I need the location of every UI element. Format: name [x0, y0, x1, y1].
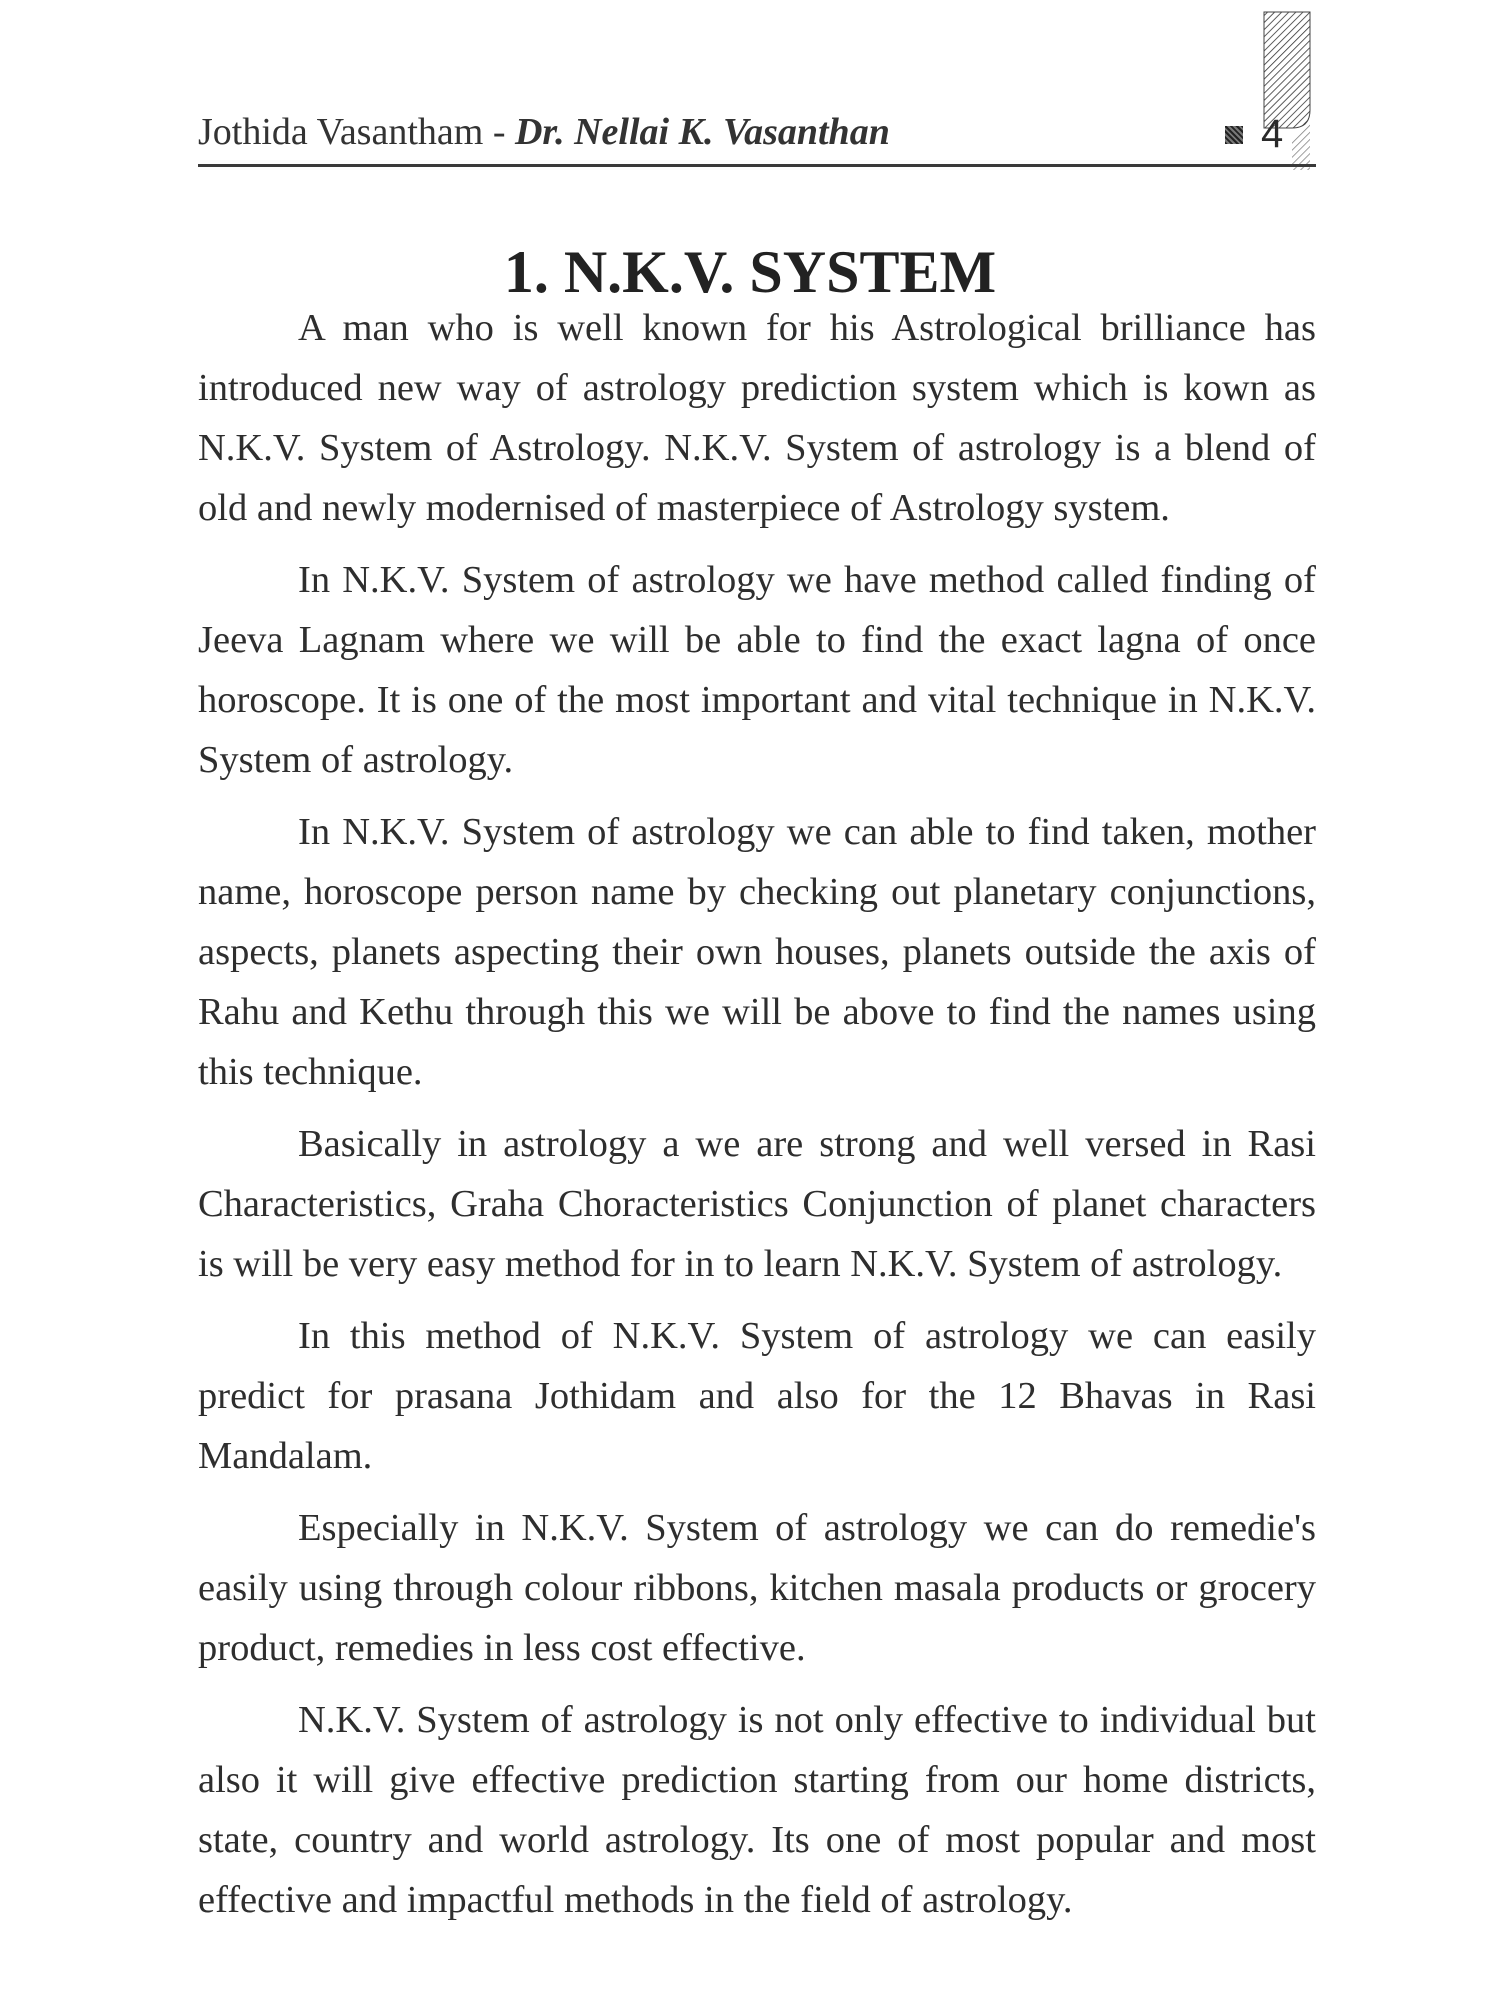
chapter-title: 1. N.K.V. SYSTEM	[503, 239, 997, 306]
page-number: 4	[1261, 112, 1284, 156]
paragraph: In this method of N.K.V. System of astrology we can easily predict for prasana Jothidam and also for the 12 Bhavas in Rasi Mandalam.	[198, 1315, 1316, 1477]
book-title: Jothida Vasantham -	[198, 111, 515, 153]
square-bullet-icon	[1225, 126, 1243, 144]
paragraph: N.K.V. System of astrology is not only effective to individual but also it will give effective prediction starting from our home districts, state, country and world astrology. Its one of most popular and most effective and impactful methods in the field of astrology.	[198, 1699, 1316, 1921]
body-text	[198, 298, 1316, 1942]
paragraph: A man who is well known for his Astrological brilliance has introduced new way of astrology prediction system which is kown as N.K.V. System of Astrology. N.K.V. System of astrology is a blend of old and newly modernised of masterpiece of Astrology system.	[198, 307, 1316, 529]
page-number-block	[1225, 110, 1325, 170]
header-text	[198, 108, 890, 156]
paragraph: Especially in N.K.V. System of astrology we can do remedie's easily using through colour ribbons, kitchen masala products or grocery product, remedies in less cost effective.	[198, 1507, 1316, 1669]
paragraph: Basically in astrology a we are strong and well versed in Rasi Characteristics, Graha Choracteristics Conjunction of planet characters is will be very easy method for in to learn N.K.V. System of astrology.	[198, 1123, 1316, 1285]
running-header	[198, 108, 1318, 168]
paragraph: In N.K.V. System of astrology we have method called finding of Jeeva Lagnam where we will be able to find the exact lagna of once horoscope. It is one of the most important and vital technique in N.K.V. System of astrology.	[198, 559, 1316, 781]
header-divider	[198, 164, 1316, 167]
author-name: Dr. Nellai K. Vasanthan	[514, 111, 890, 153]
paragraph: In N.K.V. System of astrology we can able to find taken, mother name, horoscope person name by checking out planetary conjunctions, aspects, planets aspecting their own houses, planets outside the axis of Rahu and Kethu through this we will be above to find the names using this technique.	[198, 811, 1316, 1093]
